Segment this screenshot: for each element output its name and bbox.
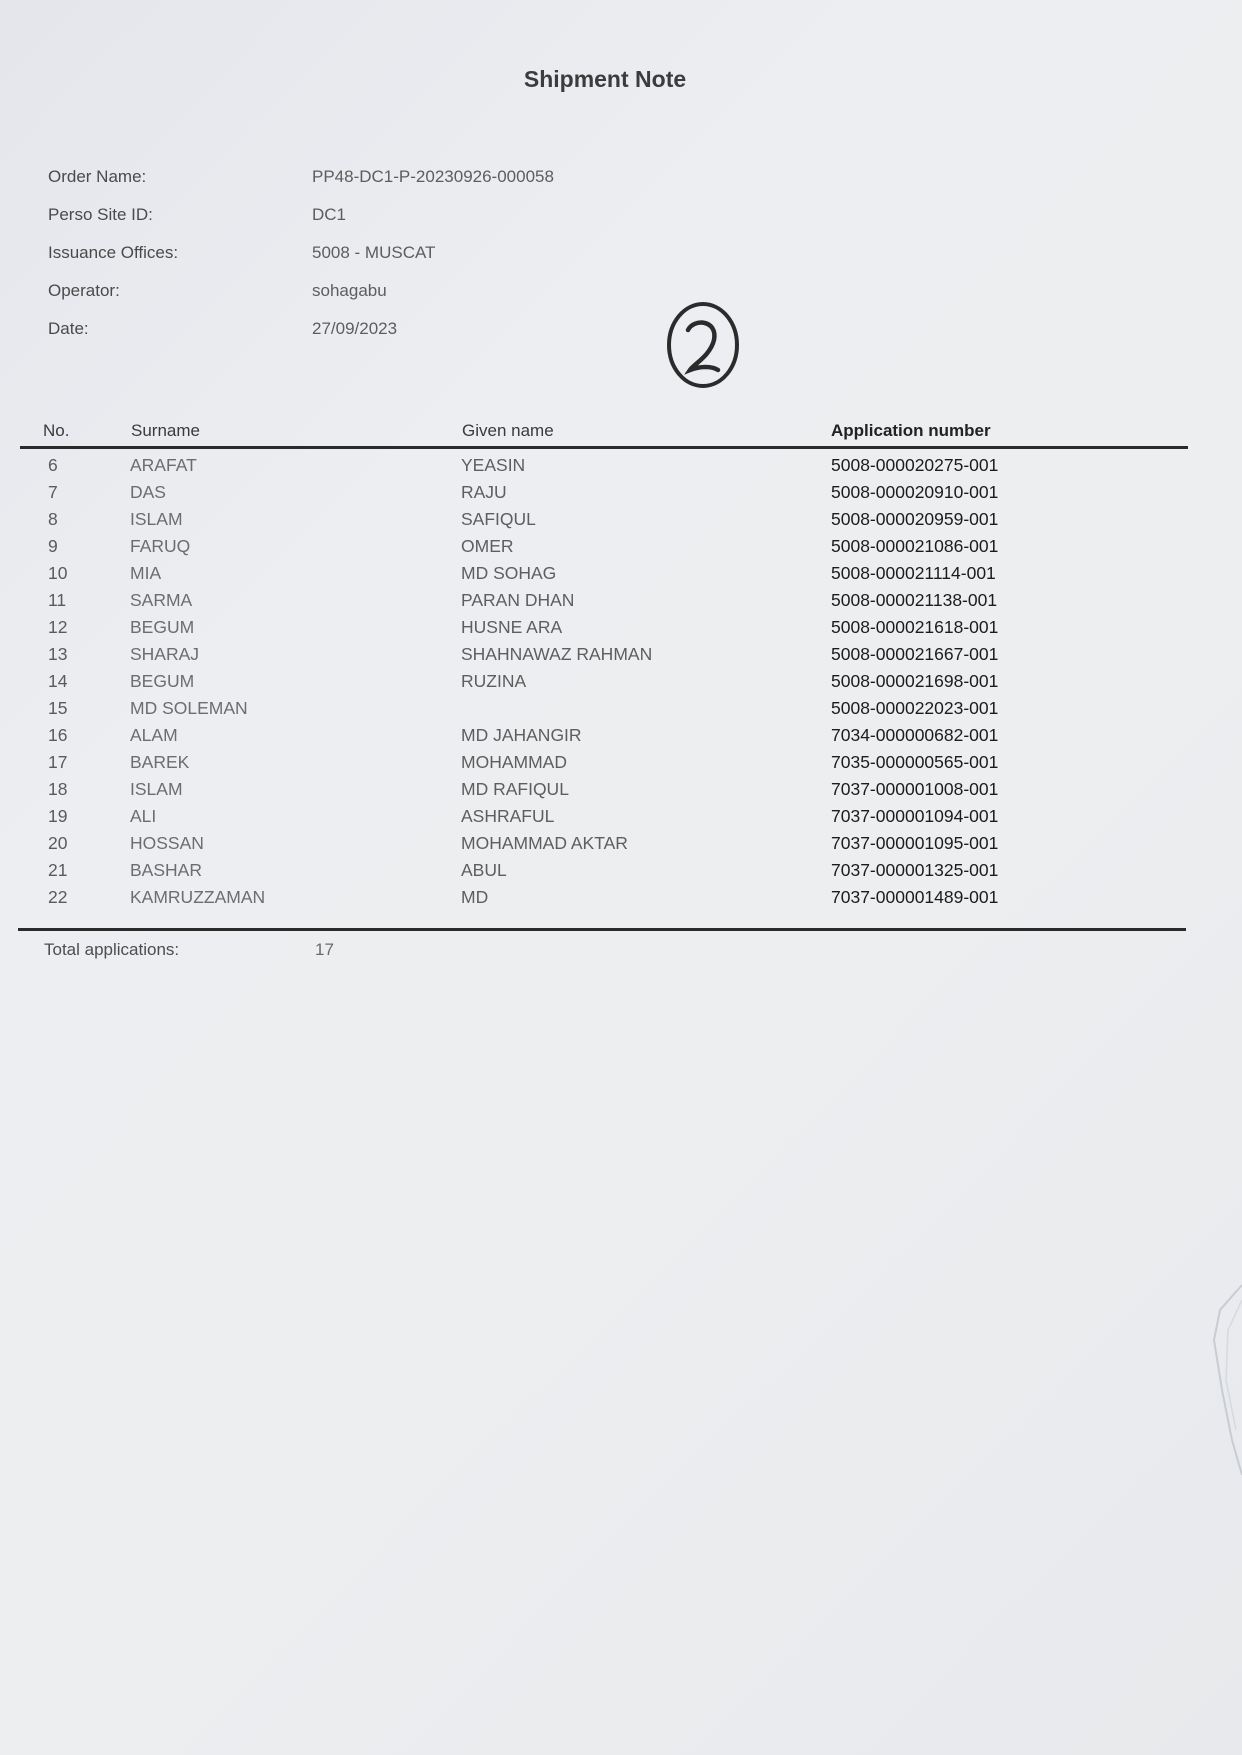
row-given-name: MD	[461, 887, 489, 907]
row-application-number: 5008-000020910-001	[831, 482, 999, 502]
issuance-offices-value: 5008 - MUSCAT	[312, 243, 436, 262]
row-surname: SHARAJ	[130, 644, 200, 664]
row-given-name: PARAN DHAN	[461, 590, 575, 610]
operator-label: Operator:	[48, 281, 120, 300]
row-no: 11	[48, 590, 67, 610]
row-no: 15	[48, 698, 68, 718]
row-no: 13	[48, 644, 68, 664]
row-surname: BAREK	[130, 752, 190, 772]
column-header-no: No.	[43, 421, 70, 440]
row-surname: DAS	[130, 482, 166, 502]
row-given-name: SHAHNAWAZ RAHMAN	[461, 644, 653, 664]
table-row	[0, 860, 1242, 887]
row-given-name: SAFIQUL	[461, 509, 536, 529]
row-surname: MD SOLEMAN	[130, 698, 248, 718]
table-row	[0, 563, 1242, 590]
perso-site-id-value: DC1	[312, 205, 347, 224]
row-surname: MIA	[130, 563, 162, 583]
row-no: 9	[48, 536, 58, 556]
row-surname: SARMA	[130, 590, 193, 610]
row-given-name: HUSNE ARA	[461, 617, 563, 637]
row-no: 6	[48, 455, 58, 475]
table-row	[0, 887, 1242, 914]
row-application-number: 7034-000000682-001	[831, 725, 999, 745]
row-given-name: MOHAMMAD	[461, 752, 567, 772]
row-no: 10	[48, 563, 68, 583]
row-given-name: ABUL	[461, 860, 507, 880]
row-application-number: 5008-000020275-001	[831, 455, 999, 475]
row-no: 21	[48, 860, 68, 880]
document-title: Shipment Note	[523, 66, 687, 92]
row-surname: KAMRUZZAMAN	[130, 887, 266, 907]
row-application-number: 5008-000020959-001	[831, 509, 999, 529]
row-application-number: 5008-000021698-001	[831, 671, 999, 691]
row-surname: ISLAM	[130, 779, 183, 799]
row-application-number: 5008-000021114-001	[831, 563, 996, 583]
column-header-given-name: Given name	[462, 421, 554, 440]
row-surname: ARAFAT	[130, 455, 197, 475]
row-application-number: 5008-000022023-001	[831, 698, 999, 718]
row-surname: ALI	[130, 806, 157, 826]
row-no: 8	[48, 509, 58, 529]
total-applications-label: Total applications:	[44, 940, 180, 959]
table-row	[0, 725, 1242, 752]
row-no: 20	[48, 833, 68, 853]
row-application-number: 7037-000001325-001	[831, 860, 999, 880]
row-application-number: 5008-000021138-001	[831, 590, 998, 610]
date-value: 27/09/2023	[312, 319, 398, 338]
table-row	[0, 833, 1242, 860]
row-application-number: 7037-000001489-001	[831, 887, 999, 907]
row-surname: BEGUM	[130, 617, 195, 637]
table-row	[0, 590, 1242, 617]
row-given-name: ASHRAFUL	[461, 806, 555, 826]
table-row	[0, 698, 1242, 725]
row-no: 12	[48, 617, 68, 637]
table-row	[0, 806, 1242, 833]
row-no: 19	[48, 806, 68, 826]
row-given-name: MD RAFIQUL	[461, 779, 569, 799]
row-application-number: 5008-000021667-001	[831, 644, 999, 664]
column-header-surname: Surname	[131, 421, 200, 440]
table-row	[0, 617, 1242, 644]
handwritten-circle-mark	[664, 300, 740, 388]
row-surname: BASHAR	[130, 860, 202, 880]
row-no: 22	[48, 887, 68, 907]
table-top-rule	[20, 446, 1188, 449]
order-name-value: PP48-DC1-P-20230926-000058	[312, 167, 554, 186]
row-given-name: RAJU	[461, 482, 507, 502]
issuance-offices-label: Issuance Offices:	[48, 243, 179, 262]
row-application-number: 7035-000000565-001	[831, 752, 999, 772]
row-application-number: 7037-000001095-001	[831, 833, 999, 853]
table-row	[0, 509, 1242, 536]
table-row	[0, 752, 1242, 779]
table-row	[0, 455, 1242, 482]
row-application-number: 7037-000001094-001	[831, 806, 999, 826]
row-given-name: MD JAHANGIR	[461, 725, 582, 745]
row-given-name: MD SOHAG	[461, 563, 557, 583]
row-no: 16	[48, 725, 68, 745]
table-row	[0, 536, 1242, 563]
row-no: 7	[48, 482, 58, 502]
date-label: Date:	[48, 319, 89, 338]
total-applications-value: 17	[315, 940, 334, 959]
operator-value: sohagabu	[312, 281, 387, 300]
perso-site-id-label: Perso Site ID:	[48, 205, 153, 224]
row-given-name: MOHAMMAD AKTAR	[461, 833, 628, 853]
row-no: 17	[48, 752, 68, 772]
row-surname: BEGUM	[130, 671, 195, 691]
row-no: 18	[48, 779, 68, 799]
table-row	[0, 482, 1242, 509]
row-application-number: 7037-000001008-001	[831, 779, 999, 799]
row-given-name: OMER	[461, 536, 514, 556]
row-surname: ISLAM	[130, 509, 183, 529]
table-row	[0, 644, 1242, 671]
column-header-application-number: Application number	[831, 421, 991, 440]
row-no: 14	[48, 671, 68, 691]
row-given-name: YEASIN	[461, 455, 526, 475]
row-surname: FARUQ	[130, 536, 191, 556]
order-name-label: Order Name:	[48, 167, 147, 186]
row-given-name: RUZINA	[461, 671, 527, 691]
table-row	[0, 671, 1242, 698]
row-surname: ALAM	[130, 725, 178, 745]
row-application-number: 5008-000021086-001	[831, 536, 999, 556]
table-row	[0, 779, 1242, 806]
page-fold-crease	[1202, 1280, 1242, 1480]
row-surname: HOSSAN	[130, 833, 204, 853]
table-bottom-rule	[18, 928, 1186, 931]
row-application-number: 5008-000021618-001	[831, 617, 999, 637]
